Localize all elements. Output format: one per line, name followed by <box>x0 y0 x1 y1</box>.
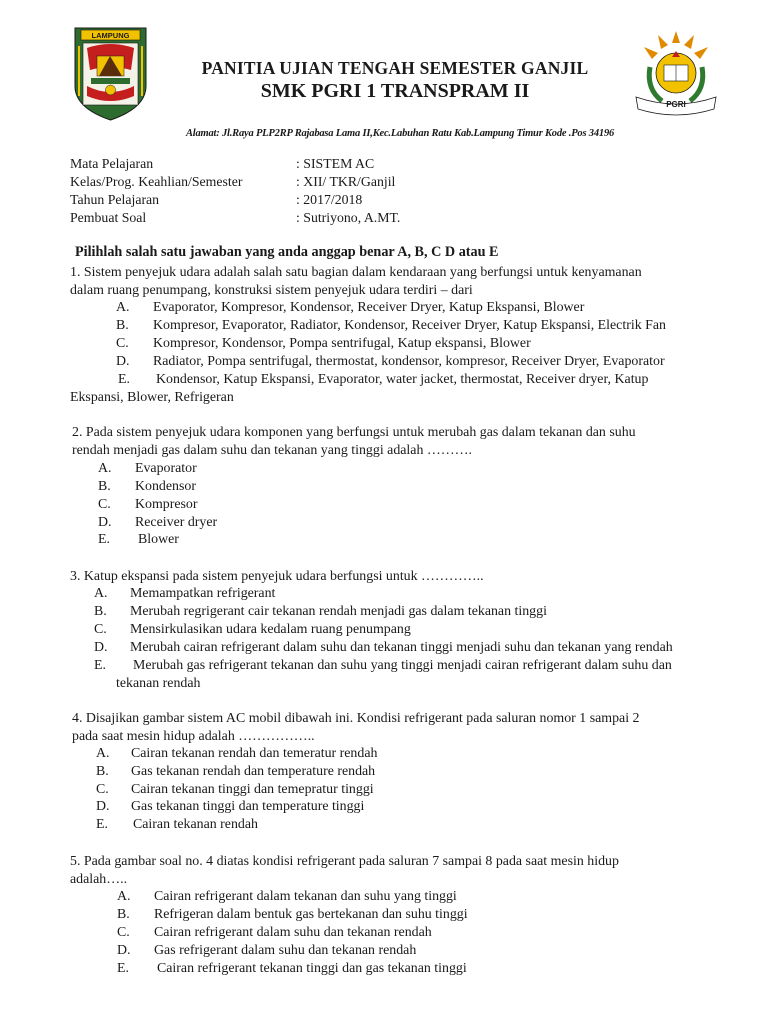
option-row <box>117 960 467 978</box>
option-letter: E. <box>94 658 106 673</box>
question-text: 2. Pada sistem penyejuk udara komponen yang berfungsi untuk merubah gas dalam tekanan dan suhu <box>72 425 636 440</box>
document-header <box>0 0 768 150</box>
option-letter: A. <box>116 300 130 315</box>
option-text: Cairan tekanan rendah dan temeratur rendah <box>131 746 378 761</box>
option-text: Merubah gas refrigerant tekanan dan suhu yang tinggi menjadi cairan refrigerant dalam suhu dan <box>133 658 672 673</box>
option-letter: E. <box>98 532 110 547</box>
option-row <box>98 496 198 514</box>
option-row <box>116 299 584 317</box>
option-text: Gas tekanan tinggi dan temperature tinggi <box>131 799 365 814</box>
question-text: pada saat mesin hidup adalah …………….. <box>72 728 315 744</box>
option-text: Kompresor, Kondensor, Pompa sentrifugal, Katup ekspansi, Blower <box>153 336 531 351</box>
option-row <box>98 460 197 478</box>
option-letter: A. <box>96 746 110 761</box>
option-letter: D. <box>117 943 131 958</box>
option-row <box>116 335 531 353</box>
option-letter: C. <box>96 782 109 797</box>
option-text: Memampatkan refrigerant <box>130 586 276 601</box>
option-text: Kondensor, Katup Ekspansi, Evaporator, water jacket, thermostat, Receiver dryer, Katup <box>156 372 649 387</box>
option-letter: D. <box>98 515 112 530</box>
option-text: Kondensor <box>135 479 196 494</box>
option-row <box>96 781 374 799</box>
info-value: : Sutriyono, A.MT. <box>296 210 401 225</box>
option-row <box>117 906 468 924</box>
option-letter: D. <box>116 354 130 369</box>
lampung-banner-text: LAMPUNG <box>91 31 130 40</box>
option-text: Radiator, Pompa sentrifugal, thermostat, kondensor, kompresor, Receiver Dryer, Evaporator <box>153 354 665 369</box>
option-letter: A. <box>98 461 112 476</box>
option-row <box>98 531 179 549</box>
question-text: 1. Sistem penyejuk udara adalah salah satu bagian dalam kendaraan yang berfungsi untuk kenyamanan <box>70 265 642 280</box>
option-row <box>94 657 672 675</box>
option-row <box>98 514 217 532</box>
question-text: 4. Disajikan gambar sistem AC mobil dibawah ini. Kondisi refrigerant pada saluran nomor 1 sampai 2 <box>72 711 640 726</box>
option-row <box>96 745 377 763</box>
question-3 <box>70 568 730 586</box>
instruction-text: Pilihlah salah satu jawaban yang anda anggap benar A, B, C D atau E <box>75 244 499 260</box>
option-text: Gas tekanan rendah dan temperature rendah <box>131 764 376 779</box>
question-4 <box>72 710 732 745</box>
option-letter: C. <box>98 497 111 512</box>
option-letter: A. <box>117 889 131 904</box>
lampung-crest-icon <box>73 26 148 122</box>
option-letter: C. <box>117 925 130 940</box>
question-text: adalah….. <box>70 871 128 887</box>
option-text: Receiver dryer <box>135 515 218 530</box>
option-letter: D. <box>96 799 110 814</box>
option-letter: B. <box>98 479 111 494</box>
info-label: Pembuat Soal <box>70 210 147 225</box>
option-row <box>98 478 196 496</box>
school-address: Alamat: Jl.Raya PLP2RP Rajabasa Lama II,Kec.Labuhan Ratu Kab.Lampung Timur Kode .Pos 34196 <box>185 128 615 139</box>
option-letter: D. <box>94 640 108 655</box>
option-letter: A. <box>94 586 108 601</box>
option-text: Gas refrigerant dalam suhu dan tekanan rendah <box>154 943 417 958</box>
option-text: Refrigeran dalam bentuk gas bertekanan dan suhu tinggi <box>154 907 468 922</box>
question-2 <box>72 424 732 459</box>
option-text: Blower <box>138 532 179 547</box>
committee-title: PANITIA UJIAN TENGAH SEMESTER GANJIL <box>201 58 589 78</box>
option-row <box>94 621 411 639</box>
exam-info-row <box>70 173 490 191</box>
option-letter: B. <box>94 604 107 619</box>
option-row <box>116 353 665 371</box>
option-letter: B. <box>117 907 130 922</box>
school-title: SMK PGRI 1 TRANSPRAM II <box>260 80 530 102</box>
option-text: Cairan refrigerant dalam tekanan dan suhu yang tinggi <box>154 889 457 904</box>
pgri-banner-text: PGRI <box>666 100 686 109</box>
question-text: 5. Pada gambar soal no. 4 diatas kondisi refrigerant pada saluran 7 sampai 8 pada saat mesin hidup <box>70 854 619 869</box>
option-text: Kompresor, Evaporator, Radiator, Kondensor, Receiver Dryer, Katup Ekspansi, Electrik Fan <box>153 318 666 333</box>
info-label: Mata Pelajaran <box>70 156 154 171</box>
info-label: Tahun Pelajaran <box>70 192 160 207</box>
option-letter: C. <box>94 622 107 637</box>
question-text: rendah menjadi gas dalam suhu dan tekanan yang tinggi adalah ………. <box>72 442 473 458</box>
option-text: Evaporator, Kompresor, Kondensor, Receiver Dryer, Katup Ekspansi, Blower <box>153 300 585 315</box>
info-value: : 2017/2018 <box>296 192 363 207</box>
exam-info-row <box>70 191 490 209</box>
option-continuation: Ekspansi, Blower, Refrigeran <box>70 390 234 405</box>
option-text: Cairan refrigerant dalam suhu dan tekanan rendah <box>154 925 432 940</box>
option-row <box>96 763 375 781</box>
info-label: Kelas/Prog. Keahlian/Semester <box>70 174 243 189</box>
option-row <box>94 585 275 603</box>
option-letter: B. <box>96 764 109 779</box>
pgri-emblem-icon <box>628 27 724 121</box>
info-value: : XII/ TKR/Ganjil <box>296 174 396 189</box>
option-row <box>94 639 673 657</box>
option-row <box>96 816 258 834</box>
option-text: Cairan tekanan tinggi dan temepratur tinggi <box>131 782 374 797</box>
option-text: Merubah regrigerant cair tekanan rendah menjadi gas dalam tekanan tinggi <box>130 604 547 619</box>
option-letter: E. <box>96 817 108 832</box>
option-row <box>117 888 457 906</box>
exam-info <box>70 155 490 227</box>
exam-info-row <box>70 155 490 173</box>
option-row <box>94 603 547 621</box>
option-row <box>116 317 666 335</box>
question-text: 3. Katup ekspansi pada sistem penyejuk udara berfungsi untuk ………….. <box>70 569 484 584</box>
option-text: Kompresor <box>135 497 198 512</box>
option-row <box>96 798 364 816</box>
option-text: Evaporator <box>135 461 197 476</box>
question-text: dalam ruang penumpang, konstruksi sistem penyejuk udara terdiri – dari <box>70 282 473 298</box>
option-row <box>118 371 648 389</box>
info-value: : SISTEM AC <box>296 156 375 171</box>
option-text: Mensirkulasikan udara kedalam ruang penumpang <box>130 622 411 637</box>
option-row <box>117 942 416 960</box>
option-letter: E. <box>118 372 130 387</box>
option-letter: C. <box>116 336 129 351</box>
option-continuation: tekanan rendah <box>116 676 201 691</box>
option-letter: E. <box>117 961 129 976</box>
option-text: Merubah cairan refrigerant dalam suhu dan tekanan tinggi menjadi suhu dan tekanan yang rendah <box>130 640 673 655</box>
question-5 <box>70 853 730 888</box>
option-row <box>117 924 432 942</box>
option-letter: B. <box>116 318 129 333</box>
exam-info-row <box>70 209 490 227</box>
question-1 <box>70 264 730 299</box>
option-text: Cairan refrigerant tekanan tinggi dan gas tekanan tinggi <box>157 961 467 976</box>
option-text: Cairan tekanan rendah <box>133 817 258 832</box>
